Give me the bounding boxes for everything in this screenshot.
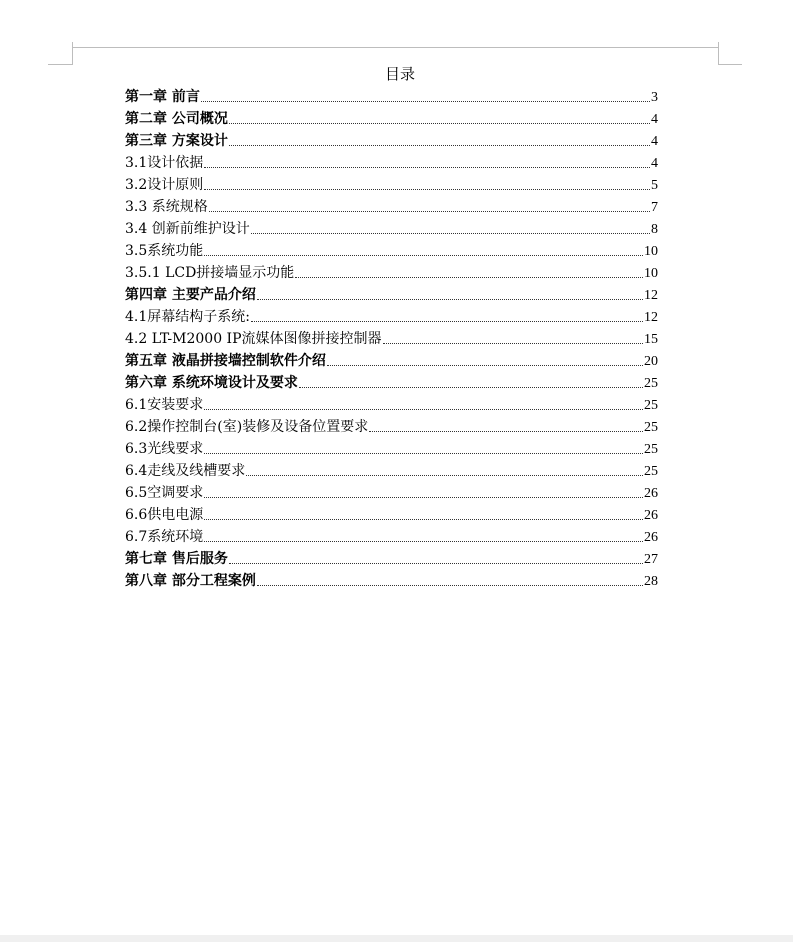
toc-entry-label: 6.1安装要求 xyxy=(125,397,204,413)
toc-entry[interactable] xyxy=(125,86,658,108)
toc-entry-label: 3.2设计原则 xyxy=(125,177,204,193)
toc-entry-page-number: 10 xyxy=(644,266,658,281)
toc-entry-page-number: 25 xyxy=(644,398,658,413)
toc-entry-label: 3.5系统功能 xyxy=(125,243,204,259)
toc-entry-label: 3.1设计依据 xyxy=(125,155,204,171)
toc-dot-leader xyxy=(257,584,643,586)
toc-dot-leader xyxy=(204,452,643,454)
toc-dot-leader xyxy=(229,144,650,146)
toc-entry-label: 第三章 方案设计 xyxy=(125,133,228,149)
toc-entry[interactable] xyxy=(125,526,658,548)
toc-entry-label: 第四章 主要产品介绍 xyxy=(125,287,256,303)
toc-entry-label: 4.1屏幕结构子系统: xyxy=(125,309,250,325)
toc-entry-label: 6.7系统环境 xyxy=(125,529,204,545)
toc-dot-leader xyxy=(299,386,643,388)
toc-entry-label: 第五章 液晶拼接墙控制软件介绍 xyxy=(125,353,326,369)
toc-entry-page-number: 4 xyxy=(651,112,658,127)
toc-entry-page-number: 26 xyxy=(644,486,658,501)
left-margin-mark-vertical xyxy=(72,42,73,64)
toc-entry[interactable] xyxy=(125,306,658,328)
toc-entry-page-number: 3 xyxy=(651,90,658,105)
toc-entry-label: 6.2操作控制台(室)装修及设备位置要求 xyxy=(125,419,369,435)
toc-dot-leader xyxy=(246,474,643,476)
toc-entry-page-number: 12 xyxy=(644,310,658,325)
toc-entry-page-number: 25 xyxy=(644,376,658,391)
toc-entry-label: 第一章 前言 xyxy=(125,89,200,105)
toc-entry-label: 第二章 公司概况 xyxy=(125,111,228,127)
toc-dot-leader xyxy=(201,100,650,102)
toc-dot-leader xyxy=(251,232,650,234)
toc-entry[interactable] xyxy=(125,240,658,262)
toc-dot-leader xyxy=(229,562,643,564)
toc-entry-page-number: 26 xyxy=(644,508,658,523)
toc-entry[interactable] xyxy=(125,548,658,570)
toc-entry-label: 3.3 系统规格 xyxy=(125,199,208,215)
toc-entry-page-number: 5 xyxy=(651,178,658,193)
toc-entry[interactable] xyxy=(125,262,658,284)
table-of-contents xyxy=(125,86,658,592)
toc-entry-label: 6.6供电电源 xyxy=(125,507,204,523)
toc-entry-label: 6.3光线要求 xyxy=(125,441,204,457)
toc-entry[interactable] xyxy=(125,438,658,460)
toc-entry-page-number: 28 xyxy=(644,574,658,589)
toc-entry-page-number: 20 xyxy=(644,354,658,369)
toc-entry[interactable] xyxy=(125,416,658,438)
toc-entry-page-number: 26 xyxy=(644,530,658,545)
toc-dot-leader xyxy=(295,276,643,278)
toc-entry[interactable] xyxy=(125,108,658,130)
toc-entry[interactable] xyxy=(125,570,658,592)
right-margin-mark-vertical xyxy=(718,42,719,64)
toc-entry-label: 3.4 创新前维护设计 xyxy=(125,221,250,237)
toc-entry[interactable] xyxy=(125,284,658,306)
toc-dot-leader xyxy=(204,188,650,190)
toc-dot-leader xyxy=(209,210,650,212)
toc-entry[interactable] xyxy=(125,460,658,482)
toc-entry-page-number: 4 xyxy=(651,156,658,171)
toc-entry[interactable] xyxy=(125,350,658,372)
toc-dot-leader xyxy=(327,364,643,366)
toc-dot-leader xyxy=(251,320,643,322)
toc-entry-label: 第八章 部分工程案例 xyxy=(125,573,256,589)
toc-entry[interactable] xyxy=(125,218,658,240)
toc-entry[interactable] xyxy=(125,196,658,218)
toc-entry-label: 3.5.1 LCD拼接墙显示功能 xyxy=(125,265,295,281)
toc-dot-leader xyxy=(257,298,643,300)
toc-entry-label: 4.2 LT-M2000 IP流媒体图像拼接控制器 xyxy=(125,331,382,347)
toc-entry-label: 6.5空调要求 xyxy=(125,485,204,501)
toc-entry-page-number: 25 xyxy=(644,464,658,479)
toc-entry[interactable] xyxy=(125,504,658,526)
toc-entry-page-number: 12 xyxy=(644,288,658,303)
toc-dot-leader xyxy=(204,496,643,498)
top-margin-line xyxy=(72,47,718,48)
toc-entry-page-number: 27 xyxy=(644,552,658,567)
toc-entry-page-number: 10 xyxy=(644,244,658,259)
toc-entry[interactable] xyxy=(125,372,658,394)
toc-title: 目录 xyxy=(384,65,415,83)
toc-dot-leader xyxy=(204,518,643,520)
toc-entry-page-number: 4 xyxy=(651,134,658,149)
toc-dot-leader xyxy=(204,166,650,168)
toc-entry-page-number: 15 xyxy=(644,332,658,347)
toc-entry-page-number: 8 xyxy=(651,222,658,237)
toc-dot-leader xyxy=(369,430,643,432)
toc-entry-page-number: 25 xyxy=(644,442,658,457)
toc-entry-page-number: 25 xyxy=(644,420,658,435)
page-bottom-edge xyxy=(0,935,793,942)
toc-entry-page-number: 7 xyxy=(651,200,658,215)
toc-entry[interactable] xyxy=(125,152,658,174)
toc-entry[interactable] xyxy=(125,328,658,350)
toc-entry-label: 6.4走线及线槽要求 xyxy=(125,463,246,479)
toc-dot-leader xyxy=(204,408,643,410)
toc-dot-leader xyxy=(204,254,643,256)
toc-entry[interactable] xyxy=(125,174,658,196)
toc-entry-label: 第七章 售后服务 xyxy=(125,551,228,567)
toc-entry[interactable] xyxy=(125,394,658,416)
toc-entry[interactable] xyxy=(125,130,658,152)
toc-entry[interactable] xyxy=(125,482,658,504)
toc-dot-leader xyxy=(204,540,643,542)
toc-dot-leader xyxy=(229,122,650,124)
toc-dot-leader xyxy=(383,342,644,344)
toc-entry-label: 第六章 系统环境设计及要求 xyxy=(125,375,298,391)
